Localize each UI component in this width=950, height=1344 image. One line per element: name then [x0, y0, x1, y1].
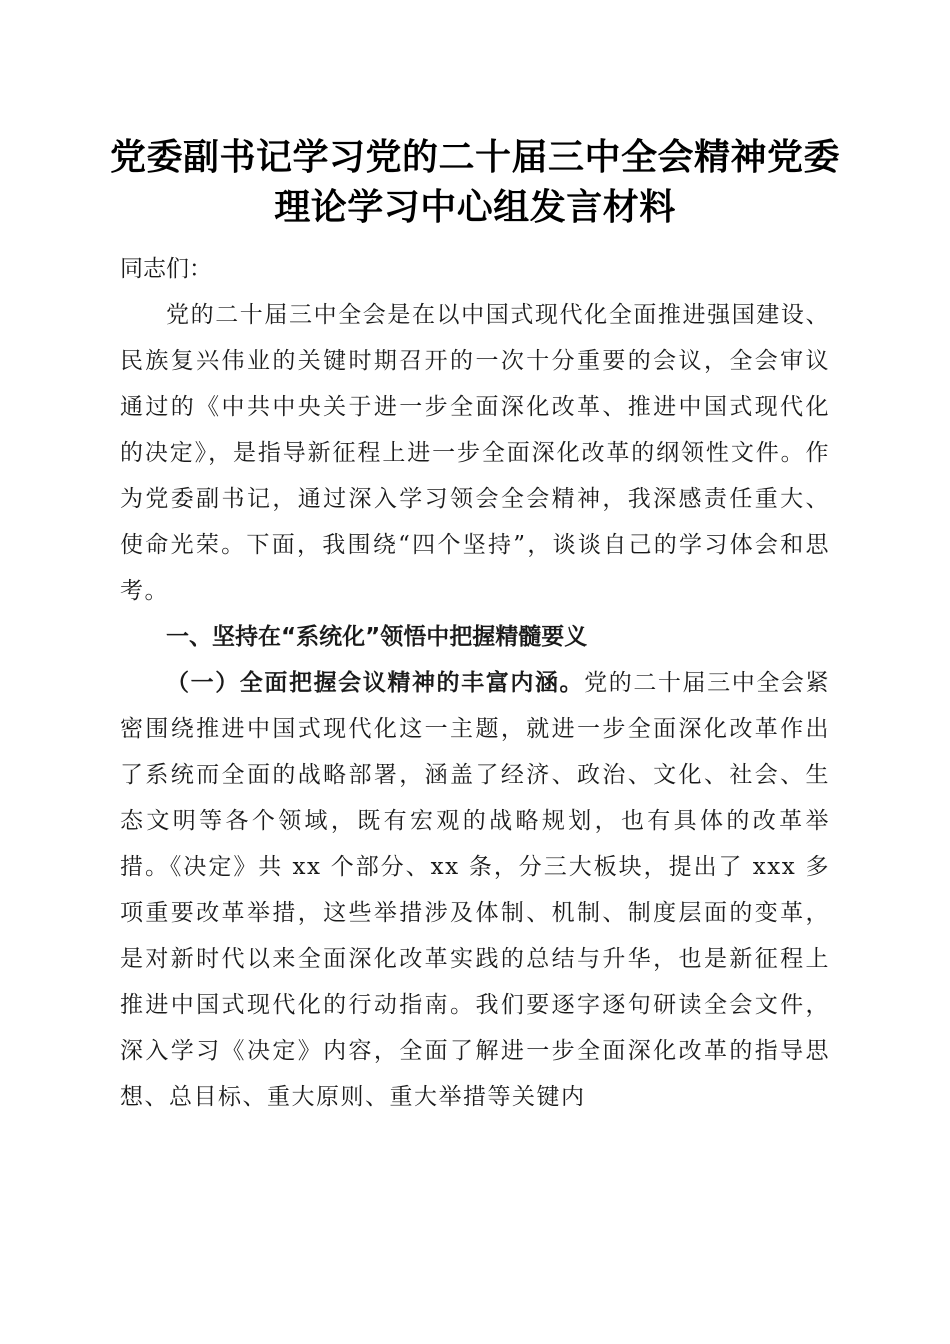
title-line-2: 理论学习中心组发言材料 — [274, 186, 676, 228]
salutation: 同志们： — [120, 256, 212, 282]
subsection-1-paragraph — [120, 660, 830, 1120]
intro-paragraph: 党的二十届三中全会是在以中国式现代化全面推进强国建设、民族复兴伟业的关键时期召开的一次十分重要的会议，全会审议通过的《中共中央关于进一步全面深化改革、推进中国式现代化的决定》，是指导新征程上进一步全面深化改革的纲领性文件。作为党委副书记，通过深入学习领会全会精神，我深感责任重大、使命光荣。下面，我围绕“四个坚持”，谈谈自己的学习体会和思考。 — [120, 302, 830, 604]
subsection-1-text: 党的二十届三中全会紧密围绕推进中国式现代化这一主题，就进一步全面深化改革作出了系统而全面的战略部署，涵盖了经济、政治、文化、社会、生态文明等各个领域，既有宏观的战略规划，也有具体的改革举措。《决定》共 xx 个部分、xx 条，分三大板块，提出了 xxx 多项重要改革举措，这些举措涉及体制、机制、制度层面的变革，是对新时代以来全面深化改革实践的总结与升华，也是新征程上推进中国式现代化的行动指南。我们要逐字逐句研读全会文件，深入学习《决定》内容，全面了解进一步全面深化改革的指导思想、总目标、重大原则、重大举措等关键内 — [120, 670, 831, 1110]
subsection-1-heading: （一）全面把握会议精神的丰富内涵。 — [166, 669, 585, 696]
section-1-heading: 一、坚持在“系统化”领悟中把握精髓要义 — [166, 624, 588, 650]
document-title — [100, 132, 850, 232]
document-body — [120, 246, 830, 1120]
title-line-1: 党委副书记学习党的二十届三中全会精神党委 — [109, 136, 840, 178]
